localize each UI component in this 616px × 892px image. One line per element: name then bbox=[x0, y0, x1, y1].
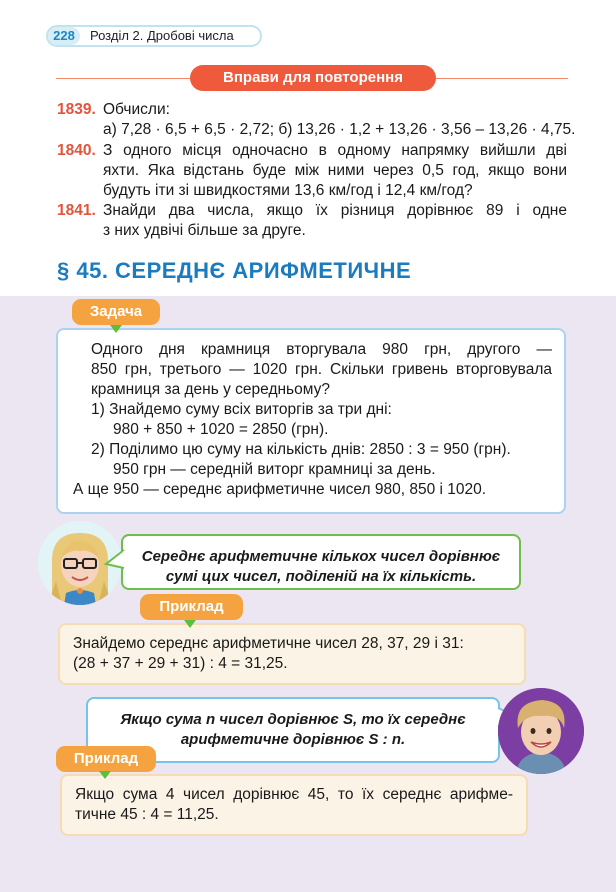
exercise-number: 1840. bbox=[57, 142, 96, 159]
task-text-line: 850 грн, третього — 1020 грн. Скільки гривень вторговувала bbox=[91, 361, 552, 378]
step-number: 2) bbox=[91, 441, 105, 458]
boy-avatar bbox=[498, 688, 584, 774]
solution-step bbox=[91, 400, 552, 420]
step-detail: 950 грн — середній виторг крамниці за день. bbox=[113, 461, 436, 478]
example-line: тичне 45 : 4 = 11,25. bbox=[75, 806, 219, 823]
exercise-text: З одного місця одночасно в одному напрямку вийшли дві bbox=[103, 142, 567, 159]
step-number: 1) bbox=[91, 401, 105, 418]
task-label-pointer bbox=[110, 325, 122, 333]
exercise-text: яхти. Яка відстань буде між ними через 0,5 год, якщо вони bbox=[103, 162, 567, 179]
exercise-text: Знайди два числа, якщо їх різниця дорівнює 89 і одне bbox=[103, 202, 567, 219]
example-label-pointer bbox=[99, 771, 111, 779]
rule-line: сумі цих чисел, поділеній на їх кількість. bbox=[165, 568, 477, 585]
step-text: Знайдемо суму всіх виторгів за три дні: bbox=[109, 401, 392, 418]
page-number: 228 bbox=[48, 27, 80, 45]
task-content bbox=[73, 340, 552, 500]
example-content bbox=[73, 634, 513, 674]
example-line: Якщо сума 4 чисел дорівнює 45, то їх середнє арифме- bbox=[75, 786, 513, 803]
example-line: (28 + 37 + 29 + 31) : 4 = 31,25. bbox=[73, 655, 288, 672]
formula-text bbox=[90, 710, 496, 750]
exercise-text: а) 7,28 · 6,5 + 6,5 · 2,72; б) 13,26 · 1,2 + 13,26 · 3,56 – 13,26 · 4,75. bbox=[103, 121, 576, 138]
task-label: Задача bbox=[72, 299, 160, 325]
rule-text bbox=[123, 547, 519, 587]
rule-line: Середнє арифметичне кількох чисел дорівнює bbox=[141, 548, 501, 565]
paragraph-title: § 45. СЕРЕДНЄ АРИФМЕТИЧНЕ bbox=[57, 258, 412, 283]
example-line: Знайдемо середнє арифметичне чисел 28, 37, 29 і 31: bbox=[73, 635, 464, 652]
formula-line: арифметичне дорівнює S : n. bbox=[180, 731, 406, 748]
section-title: Розділ 2. Дробові числа bbox=[90, 28, 234, 43]
exercise-1840 bbox=[57, 141, 567, 201]
exercise-1839 bbox=[57, 100, 576, 140]
example-label: Приклад bbox=[56, 746, 156, 772]
example-content bbox=[75, 785, 513, 825]
exercise-text: будуть іти зі швидкостями 13,6 км/год і 12,4 км/год? bbox=[103, 182, 473, 199]
review-banner: Вправи для повторення bbox=[190, 65, 436, 91]
step-text: Поділимо цю суму на кількість днів: 2850 : 3 = 950 (грн). bbox=[109, 441, 511, 458]
step-detail: 980 + 850 + 1020 = 2850 (грн). bbox=[113, 421, 329, 438]
formula-line: Якщо сума n чисел дорівнює S, то їх середнє bbox=[120, 711, 466, 728]
exercise-1841 bbox=[57, 201, 567, 241]
exercise-text: Обчисли: bbox=[103, 101, 170, 118]
exercise-number: 1841. bbox=[57, 202, 96, 219]
task-text-line: Одного дня крамниця вторгувала 980 грн, другого — bbox=[91, 341, 552, 358]
example-label-pointer bbox=[184, 620, 196, 628]
exercise-text: з них удвічі більше за друге. bbox=[103, 222, 306, 239]
example-label: Приклад bbox=[140, 594, 243, 620]
task-conclusion: А ще 950 — середнє арифметичне чисел 980, 850 і 1020. bbox=[73, 481, 487, 498]
task-text-line: крамниця за день у середньому? bbox=[91, 381, 330, 398]
exercise-number: 1839. bbox=[57, 101, 96, 118]
solution-step bbox=[91, 440, 552, 460]
